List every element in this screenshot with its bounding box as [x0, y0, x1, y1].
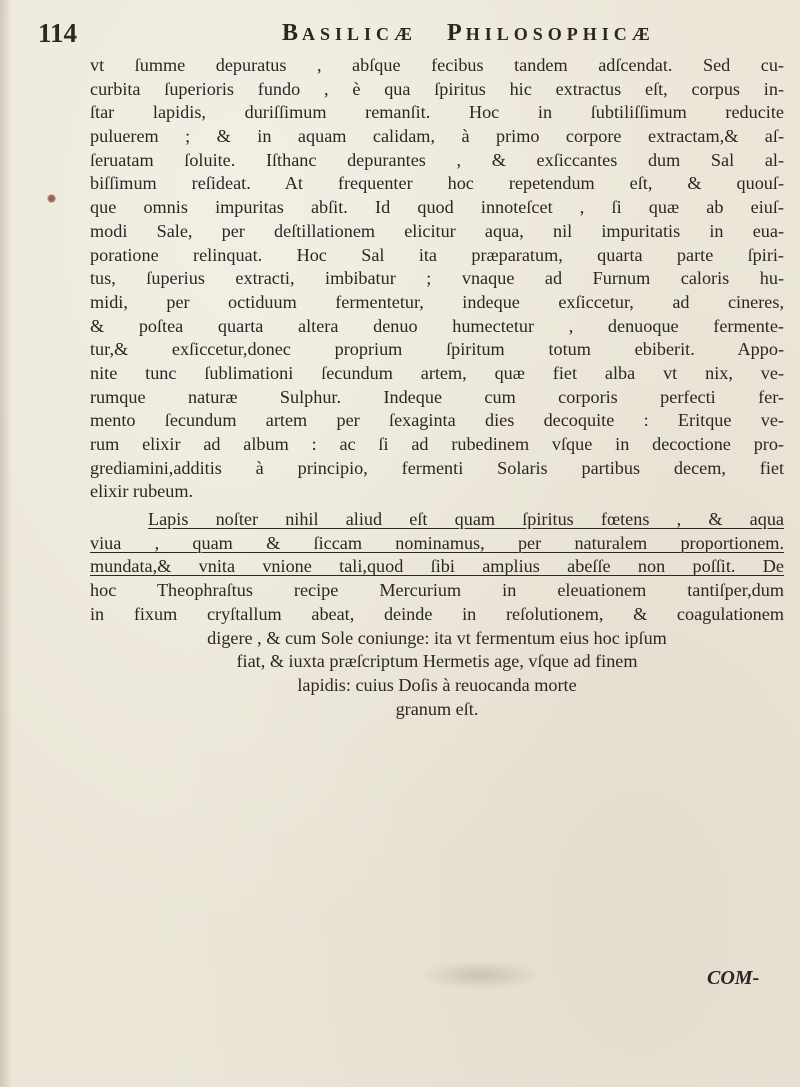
text-line: rum elixir ad album : ac ſi ad rubedinem vſque in decoctione pro-	[90, 434, 784, 454]
page-number: 114	[38, 18, 78, 48]
main-text-block	[90, 54, 784, 721]
text-line: ſtar lapidis, duriſſimum remanſit. Hoc in ſubtiliſſimum reducite	[90, 102, 784, 123]
text-line: lapidis: cuius Doſis à reuocanda morte	[297, 674, 577, 695]
text-line: fiat, & iuxta præſcriptum Hermetis age, vſque ad finem	[236, 651, 638, 672]
text-line: modi Sale, per deſtillationem elicitur aqua, nil impuritatis in eua-	[90, 220, 784, 241]
paragraph-2	[90, 508, 784, 721]
text-line: puluerem ; & in aquam calidam, à primo corpore extractam,& aſ-	[90, 126, 784, 147]
text-line: viua , quam & ſiccam nominamus, per naturalem proportionem.	[90, 532, 784, 553]
running-head-first-initial: B	[282, 20, 303, 46]
text-line: rumque naturæ Sulphur. Indeque cum corporis perfecti fer-	[90, 386, 784, 407]
running-head-second-initial: P	[447, 20, 466, 46]
page-edge-shadow	[0, 0, 12, 1087]
running-head	[282, 20, 655, 47]
text-line: mundata,& vnita vnione tali,quod ſibi amplius abeſſe non poſſit. De	[90, 556, 784, 577]
ink-smudge	[420, 960, 540, 990]
text-line: in fixum cryſtallum abeat, deinde in reſolutionem, & coagulationem	[90, 603, 784, 624]
ink-stain	[47, 194, 56, 203]
text-line: & poſtea quarta altera denuo humectetur , denuoque fermente-	[90, 315, 784, 336]
text-line: vt ſumme depuratus , abſque fecibus tandem adſcendat. Sed cu-	[90, 55, 784, 75]
text-line: elixir rubeum.	[90, 481, 194, 502]
text-line: tur,& exſiccetur,donec proprium ſpiritum totum ebiberit. Appo-	[90, 339, 784, 360]
text-line: biſſimum reſideat. At frequenter hoc repetendum eſt, & quouſ-	[90, 173, 784, 194]
text-line: grediamini,additis à principio, fermenti Solaris partibus decem, fiet	[90, 457, 784, 478]
text-line: hoc Theophraſtus recipe Mercurium in eleuationem tantiſper,dum	[90, 580, 784, 601]
text-line: curbita ſuperioris fundo , è qua ſpiritus hic extractus eſt, corpus in-	[90, 78, 784, 99]
running-head-second-word: HILOSOPHICÆ	[465, 24, 655, 44]
text-line: poratione relinquat. Hoc Sal ita præparatum, quarta parte ſpiri-	[90, 244, 784, 265]
text-line: ſeruatam ſoluite. Iſthanc depurantes , & exſiccantes dum Sal al-	[90, 149, 784, 170]
text-line: midi, per octiduum fermentetur, indeque exſiccetur, ad cineres,	[90, 291, 784, 312]
text-line: nite tunc ſublimationi ſecundum artem, quæ fiet alba vt nix, ve-	[90, 362, 784, 383]
text-line: granum eſt.	[395, 698, 479, 719]
text-line: tus, ſuperius extracti, imbibatur ; vnaque ad Furnum caloris hu-	[90, 268, 784, 289]
text-line: mento ſecundum artem per ſexaginta dies decoquite : Eritque ve-	[90, 410, 784, 431]
paragraph-1	[90, 54, 784, 504]
text-line: Lapis noſter nihil aliud eſt quam ſpiritus fœtens , & aqua	[148, 509, 784, 530]
text-line: digere , & cum Sole coniunge: ita vt fermentum eius hoc ipſum	[207, 627, 667, 648]
catchword: COM-	[707, 967, 760, 989]
running-head-first-word: ASILICÆ	[302, 24, 418, 44]
text-line: que omnis impuritas abſit. Id quod innoteſcet , ſi quæ ab eiuſ-	[90, 197, 784, 218]
